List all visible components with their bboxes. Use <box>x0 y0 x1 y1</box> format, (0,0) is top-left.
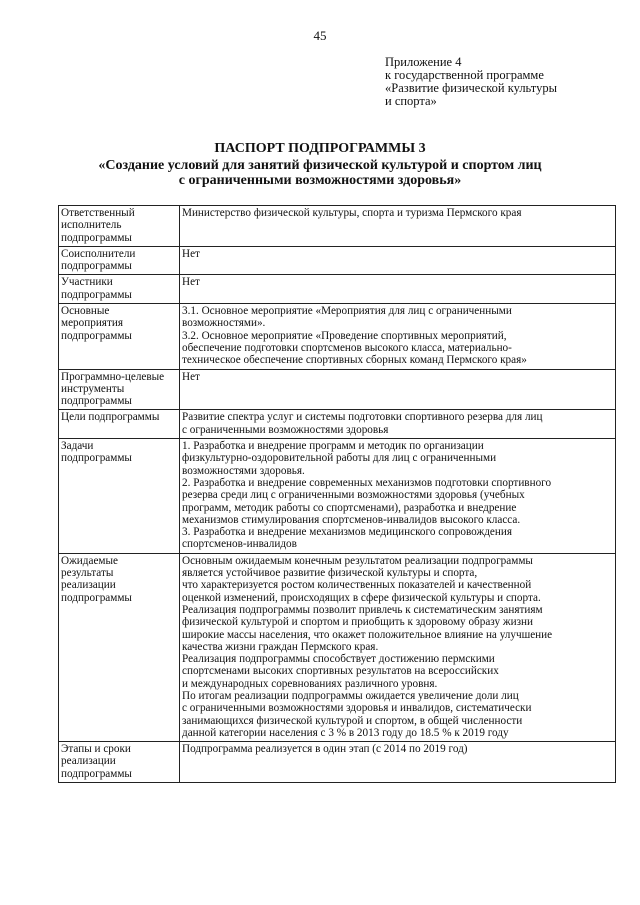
label-line: подпрограммы <box>61 452 132 465</box>
row-label <box>59 410 180 439</box>
label-line: результаты <box>61 567 114 580</box>
row-label <box>59 304 180 369</box>
table-row <box>59 275 616 304</box>
content-line: 3.2. Основное мероприятие «Проведение спортивных мероприятий, <box>182 329 507 342</box>
label-line: Ожидаемые <box>61 554 118 567</box>
passport-table <box>58 205 616 783</box>
document-subtitle <box>60 158 580 188</box>
row-label <box>59 206 180 247</box>
label-line: исполнитель <box>61 219 122 232</box>
content-line: физкультурно-оздоровительной работы для лиц с ограниченными <box>182 452 497 465</box>
row-label <box>59 553 180 741</box>
content-line: 1. Разработка и внедрение программ и методик по организации <box>182 440 484 453</box>
table-row <box>59 304 616 369</box>
content-line: Подпрограмма реализуется в один этап (с 2014 по 2019 год) <box>182 743 468 756</box>
label-line: подпрограммы <box>61 288 132 301</box>
label-line: мероприятия <box>61 317 123 330</box>
content-line: спортсменами высоких спортивных результатов на всероссийских <box>182 665 499 678</box>
label-line: подпрограммы <box>61 591 132 604</box>
row-content <box>180 304 616 369</box>
subtitle-line: с ограниченными возможностями здоровья» <box>178 173 462 188</box>
row-label <box>59 246 180 275</box>
content-line: физической культурой и спортом и приобщить к здоровому образу жизни <box>182 616 533 629</box>
label-line: Ответственный <box>61 207 135 219</box>
row-content <box>180 439 616 554</box>
content-line: и международных соревнованиях различного уровня. <box>182 677 438 690</box>
label-line: подпрограммы <box>61 329 132 342</box>
content-line: Реализация подпрограммы позволит привлечь к систематическим занятиям <box>182 603 543 616</box>
content-line: является устойчивое развитие физической культуры и спорта, <box>182 567 478 580</box>
appendix-line: «Развитие физической культуры <box>385 81 557 95</box>
content-line: качества жизни граждан Пермского края. <box>182 640 379 653</box>
content-line: возможностями здоровья. <box>182 464 305 477</box>
row-content <box>180 275 616 304</box>
content-line: оценкой изменений, происходящих в сфере физической культуры и спорта. <box>182 591 541 604</box>
table-row <box>59 742 616 783</box>
label-line: реализации <box>61 755 116 768</box>
table-row <box>59 439 616 554</box>
appendix-note <box>385 56 625 108</box>
appendix-line: к государственной программе <box>385 68 544 82</box>
content-line: с ограниченными возможностями здоровья <box>182 423 389 436</box>
content-line: с ограниченными возможностями здоровья и инвалидов, систематически <box>182 702 532 715</box>
content-line: 3.1. Основное мероприятие «Мероприятия для лиц с ограниченными <box>182 305 512 318</box>
label-line: инструменты <box>61 382 125 395</box>
label-line: Программно-целевые <box>61 370 165 383</box>
label-line: Этапы и сроки <box>61 743 131 756</box>
row-label <box>59 439 180 554</box>
label-line: реализации <box>61 579 116 592</box>
content-line: возможностями». <box>182 317 266 330</box>
content-line: Реализация подпрограммы способствует достижению пермскими <box>182 653 495 666</box>
label-line: Цели подпрограммы <box>61 411 160 424</box>
row-content <box>180 553 616 741</box>
content-line: 2. Разработка и внедрение современных механизмов подготовки спортивного <box>182 476 552 489</box>
document-title: ПАСПОРТ ПОДПРОГРАММЫ 3 <box>214 141 426 156</box>
content-line: 3. Разработка и внедрение механизмов медицинского сопровождения <box>182 526 512 539</box>
label-line: подпрограммы <box>61 231 132 244</box>
row-content <box>180 246 616 275</box>
content-line: широкие массы населения, что окажет положительное влияние на улучшение <box>182 628 553 641</box>
table-row <box>59 369 616 410</box>
label-line: подпрограммы <box>61 767 132 780</box>
row-label <box>59 742 180 783</box>
content-line: что характеризуется ростом количественных показателей и качественной <box>182 579 532 592</box>
table-row <box>59 246 616 275</box>
content-line: По итогам реализации подпрограммы ожидается увеличение доли лиц <box>182 689 519 702</box>
table-row <box>59 206 616 247</box>
label-line: подпрограммы <box>61 395 132 408</box>
content-line: Нет <box>182 247 200 260</box>
content-line: техническое обеспечение спортивных сборных команд Пермского края» <box>182 354 527 367</box>
content-line: Развитие спектра услуг и системы подготовки спортивного резерва для лиц <box>182 411 543 424</box>
label-line: Соисполнители <box>61 247 136 260</box>
table-row <box>59 553 616 741</box>
table-row <box>59 410 616 439</box>
label-line: Задачи <box>61 440 94 453</box>
row-label <box>59 369 180 410</box>
label-line: подпрограммы <box>61 260 132 273</box>
row-content <box>180 742 616 783</box>
content-line: Основным ожидаемым конечным результатом реализации подпрограммы <box>182 554 533 567</box>
subtitle-line: «Создание условий для занятий физической культурой и спортом лиц <box>98 158 542 173</box>
label-line: Участники <box>61 276 113 289</box>
content-line: механизмов стимулирования спортсменов-инвалидов высокого класса. <box>182 513 521 526</box>
page-number: 45 <box>313 28 327 43</box>
content-line: спортсменов-инвалидов <box>182 538 297 551</box>
label-line: Основные <box>61 305 110 318</box>
content-line: Нет <box>182 276 200 289</box>
appendix-line: Приложение 4 <box>385 55 462 69</box>
content-line: данной категории населения с 3 % в 2013 году до 18.5 % к 2019 году <box>182 726 509 739</box>
row-label <box>59 275 180 304</box>
content-line: занимающихся физической культурой и спортом, в общей численности <box>182 714 523 727</box>
content-line: программ, методик работы со спортсменами), разработка и внедрение <box>182 501 517 514</box>
content-line: Министерство физической культуры, спорта и туризма Пермского края <box>182 207 522 219</box>
row-content <box>180 410 616 439</box>
content-line: резерва среди лиц с ограниченными возможностями здоровья (учебных <box>182 489 525 502</box>
row-content <box>180 369 616 410</box>
row-content <box>180 206 616 247</box>
content-line: Нет <box>182 370 200 383</box>
appendix-line: и спорта» <box>385 94 437 108</box>
content-line: обеспечение подготовки спортсменов высокого класса, материально- <box>182 341 512 354</box>
